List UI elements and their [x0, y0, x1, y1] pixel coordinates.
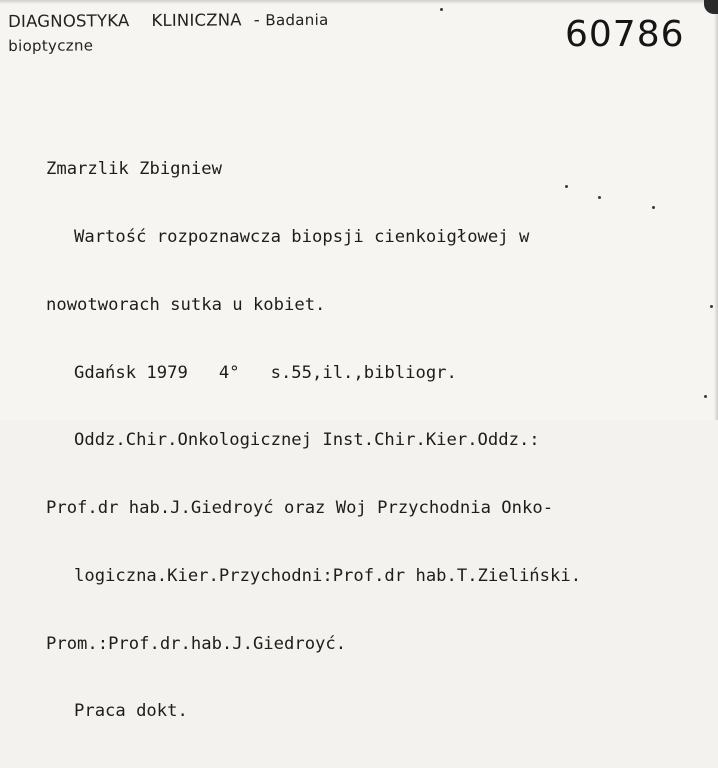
ink-speck	[704, 395, 707, 398]
ink-speck	[652, 206, 655, 209]
ink-speck	[565, 185, 568, 188]
entry-promoter: Prom.:Prof.dr.hab.J.Giedroyć.	[46, 633, 347, 654]
entry-imprint: Gdańsk 1979 4° s.55,il.,bibliogr.	[74, 362, 457, 383]
subject-heading-line-1	[8, 6, 528, 34]
entry-author: Zmarzlik Zbigniew	[46, 159, 222, 180]
card-top-edge	[0, 0, 718, 4]
card-corner-shadow	[704, 0, 718, 14]
card-number: 60786	[565, 14, 685, 55]
card-right-edge	[714, 0, 718, 420]
subject-heading	[8, 6, 528, 58]
subject-heading-line-2: bioptyczne	[8, 36, 94, 55]
ink-speck	[598, 196, 601, 199]
entry-institution-line-3: logiczna.Kier.Przychodni:Prof.dr hab.T.Zieliński.	[74, 565, 582, 586]
heading-separator: -	[253, 10, 260, 30]
heading-term-diagnostyka: DIAGNOSTYKA	[8, 11, 130, 31]
entry-note: Praca dokt.	[74, 701, 188, 722]
entry-institution-line-2: Prof.dr hab.J.Giedroyć oraz Woj Przychodnia Onko-	[46, 498, 554, 519]
entry-title-line-2: nowotworach sutka u kobiet.	[46, 294, 326, 315]
entry-institution-line-1: Oddz.Chir.Onkologicznej Inst.Chir.Kier.Oddz.:	[74, 430, 540, 451]
ink-speck	[710, 305, 713, 308]
ink-speck	[440, 8, 443, 11]
entry-title-line-1: Wartość rozpoznawcza biopsji cienkoigłowej w	[74, 226, 530, 247]
heading-term-kliniczna: KLINICZNA	[151, 10, 242, 30]
bibliographic-entry	[46, 113, 706, 768]
heading-subterm-badania: Badania	[265, 10, 329, 30]
